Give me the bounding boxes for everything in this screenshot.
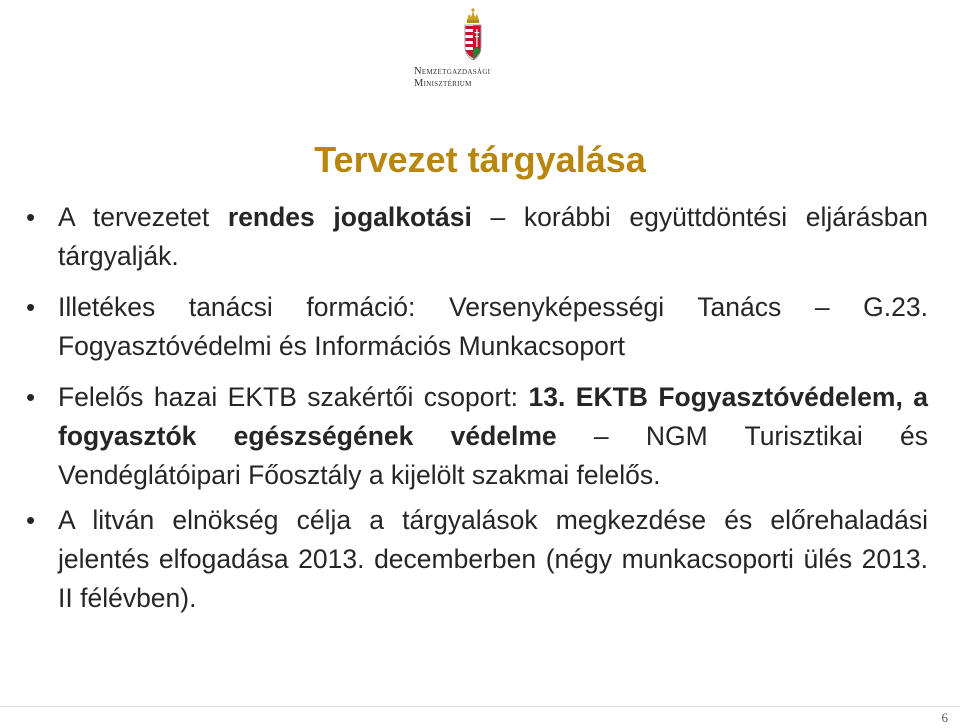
slide-title: Tervezet tárgyalása xyxy=(314,139,646,180)
ministry-logo xyxy=(0,0,960,100)
bullet-text-post: – korábbi együttdöntési eljárásban tárgyalják. xyxy=(58,202,928,271)
bullet-list xyxy=(28,198,928,630)
bullet-item-responsible-group xyxy=(28,378,928,495)
footer-divider xyxy=(0,706,960,707)
bullet-text-bold: rendes jogalkotási xyxy=(227,202,472,232)
bullet-text: Illetékes tanácsi formáció: Versenyképességi Tanács – G.23. Fogyasztóvédelmi és Információs Munkacsoport xyxy=(58,292,928,361)
page-number: 6 xyxy=(941,710,948,725)
coat-of-arms-icon xyxy=(462,6,484,66)
bullet-text-pre: A tervezetet xyxy=(58,202,228,232)
bullet-text-post: – NGM Turisztikai és Vendéglátóipari Főosztály a kijelölt szakmai felelős. xyxy=(58,421,928,490)
bullet-item-presidency-goal xyxy=(28,501,928,618)
bullet-text-pre: Felelős hazai EKTB szakértői csoport: xyxy=(58,382,529,412)
bullet-text-bold: 13. EKTB Fogyasztóvédelem, a fogyasztók egészségének védelme xyxy=(58,382,928,451)
ministry-name-line-2: Minisztérium xyxy=(414,78,472,89)
bullet-text: A litván elnökség célja a tárgyalások megkezdése és előrehaladási jelentés elfogadása 2013. decemberben (négy munkacsoporti ülés 2013. II félévben). xyxy=(58,505,928,613)
bullet-item-council-formation xyxy=(28,288,928,366)
ministry-name-line-1: Nemzetgazdasági xyxy=(414,66,491,77)
ministry-name xyxy=(414,66,538,90)
bullet-item-procedure xyxy=(28,198,928,276)
